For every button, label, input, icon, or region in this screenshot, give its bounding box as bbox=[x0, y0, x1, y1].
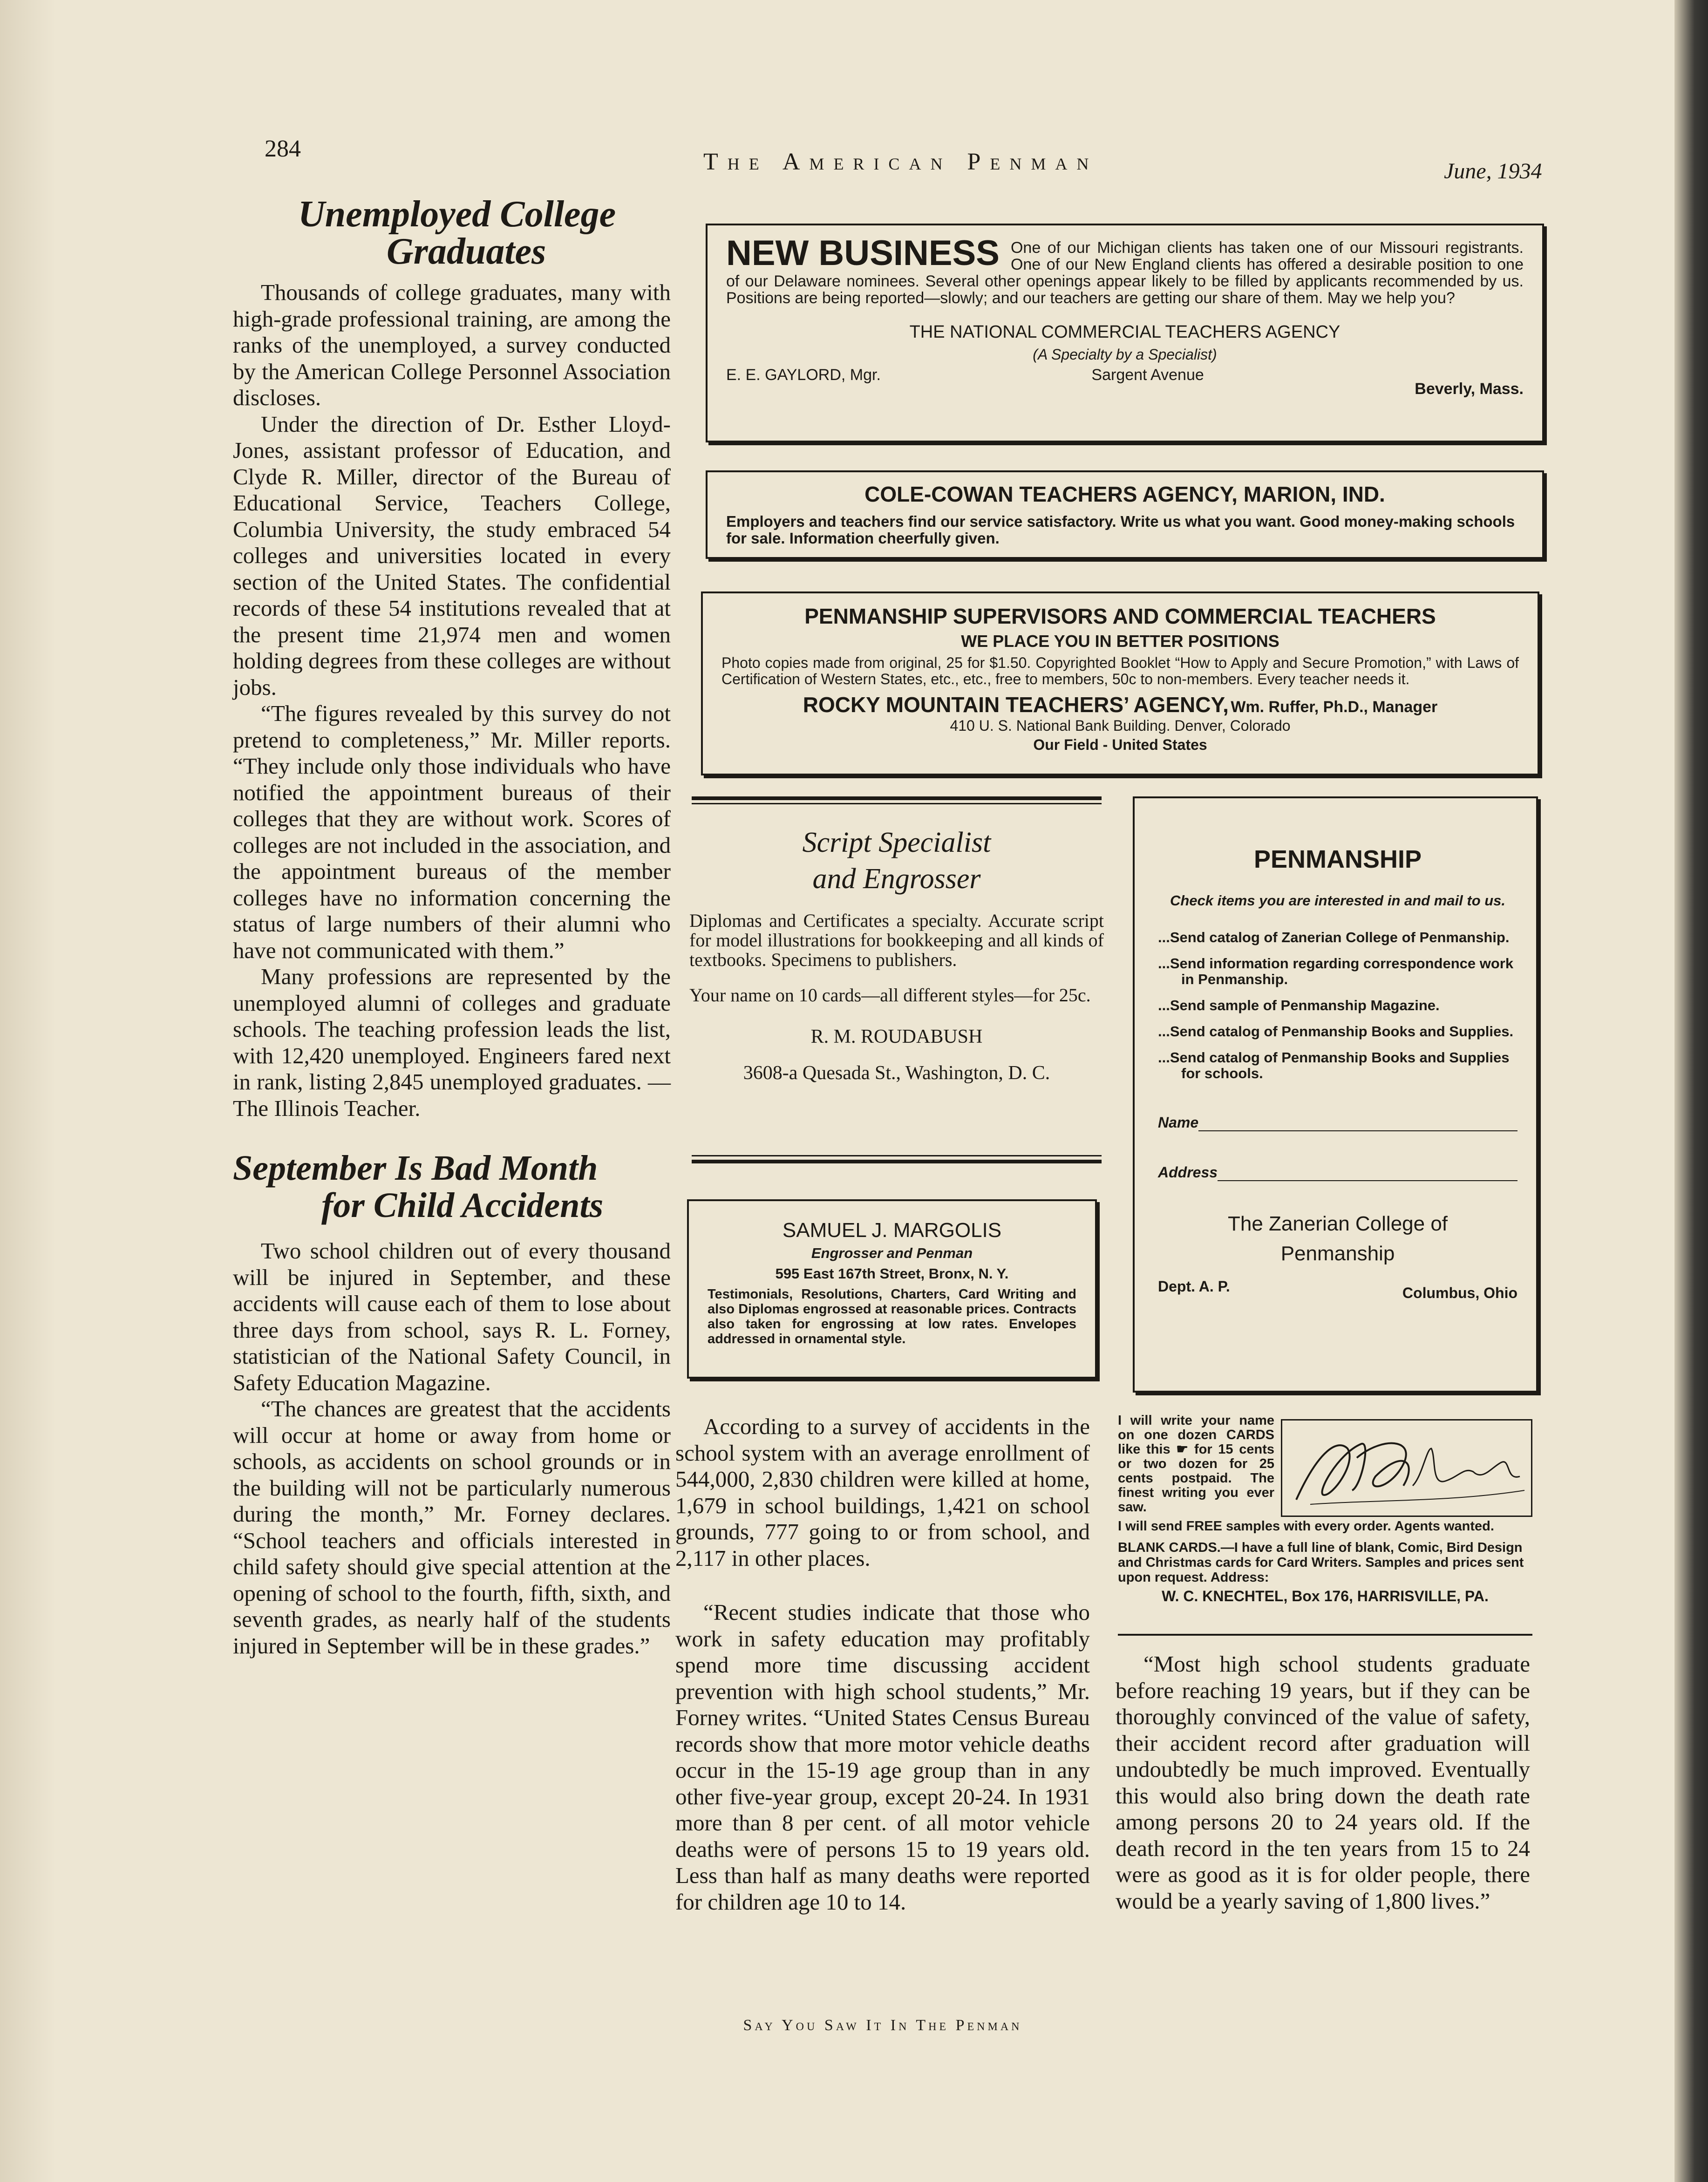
ad-address: W. C. KNECHTEL, Box 176, HARRISVILLE, PA. bbox=[1162, 1588, 1489, 1604]
article-title-line2: for Child Accidents bbox=[321, 1186, 604, 1225]
ad-text: I will write your name on one dozen CARDS like this ☛ for 15 cents or two dozen for 25 cents postpaid. The finest writing you ever saw. bbox=[1118, 1413, 1274, 1515]
ad-rule-bottom bbox=[692, 1155, 1102, 1156]
issue-date: June, 1934 bbox=[1444, 159, 1542, 184]
ad-text: Photo copies made from original, 25 for $1.50. Copyrighted Booklet “How to Apply and Secure Promotion,” with Laws of Certification of Western States, etc., etc., free to members, 50c to non-members. Every teacher needs it. bbox=[721, 654, 1519, 687]
ad-new-business bbox=[706, 224, 1544, 442]
scan-left-edge bbox=[0, 0, 56, 2182]
city: Columbus, Ohio bbox=[1402, 1285, 1517, 1301]
ad-text: Diplomas and Certificates a specialty. Accurate script for model illustrations for bookkeeping and all kinds of textbooks. Specimens to publishers. bbox=[689, 910, 1104, 970]
ad-city: Beverly, Mass. bbox=[1415, 380, 1524, 398]
paragraph: “Recent studies indicate that those who work in safety education may profitably spend more time discussing accident prevention with high school students,” Mr. Forney writes. “United States Census Bureau records show that more motor vehicle deaths occur in the 15-19 age group than in any other five-year group, except 20-24. In 1931 more than 8 per cent. of all motor vehicle deaths were of persons 15 to 19 years old. Less than half as many deaths were reported for children age 10 to 14. bbox=[675, 1599, 1090, 1915]
ad-title: Engrosser and Penman bbox=[811, 1245, 973, 1261]
paragraph: “The chances are greatest that the accidents will occur at home or away from home or schools, as accidents on school grounds or in the building will not be particularly numerous during the month,” Mr. Forney declares. “School teachers and officials interested in child safety should give special attention at the opening of school to the fourth, fifth, sixth, and seventh grades, as nearly half of the students injured in September will be in these grades.” bbox=[233, 1396, 671, 1659]
ad-roudabush bbox=[689, 824, 1104, 1084]
checklist-item[interactable]: ...Send catalog of Penmanship Books and Supplies for schools. bbox=[1158, 1049, 1510, 1081]
left-column bbox=[233, 196, 671, 1659]
ad-manager: E. E. GAYLORD, Mgr. bbox=[726, 366, 881, 384]
ad-cole-cowan bbox=[706, 470, 1544, 559]
name-field[interactable] bbox=[1198, 1117, 1517, 1131]
ad-address: 3608-a Quesada St., Washington, D. C. bbox=[743, 1062, 1050, 1084]
masthead: The American Penman bbox=[703, 149, 1098, 175]
checklist-item[interactable]: ...Send catalog of Penmanship Books and Supplies. bbox=[1158, 1023, 1514, 1040]
ad-rule-top-thin bbox=[692, 803, 1102, 804]
checklist-item[interactable]: ...Send catalog of Zanerian College of Penmanship. bbox=[1158, 929, 1510, 945]
ad-text: One of our Michigan clients has taken one of our Missouri registrants. One of our New England clients has offered a desirable position to one of our Delaware nominees. Several other openings appear likely to be filled by applicants recommended by us. Positions are being reported—slowly; and our teachers are getting our share of them. May we help you? bbox=[726, 239, 1524, 307]
ad-instructions: Check items you are interested in and mail to us. bbox=[1170, 892, 1506, 909]
ad-street: Sargent Avenue bbox=[1091, 366, 1204, 384]
paragraph: According to a survey of accidents in the school system with an average enrollment of 544,000, 2,830 children were killed at home, 1,679 in school buildings, 1,421 on school grounds, 777 going to or from school, and 2,117 in other places. bbox=[675, 1414, 1090, 1571]
article-title-line1: Unemployed College bbox=[298, 194, 616, 235]
ad-address: 410 U. S. National Bank Building. Denver, Colorado bbox=[950, 717, 1291, 734]
right-column bbox=[1116, 1651, 1530, 1914]
college-name-line2: Penmanship bbox=[1280, 1242, 1395, 1265]
ad-rule-bottom-thick bbox=[692, 1160, 1102, 1163]
ad-text: BLANK CARDS.—I have a full line of blank, Comic, Bird Design and Christmas cards for Card Writers. Samples and prices sent upon request. Address: bbox=[1118, 1540, 1524, 1585]
ad-rule-top bbox=[692, 796, 1102, 800]
address-label: Address bbox=[1158, 1164, 1218, 1181]
checklist-item[interactable]: ...Send sample of Penmanship Magazine. bbox=[1158, 997, 1440, 1013]
paragraph: Two school children out of every thousand will be injured in September, and these accidents will cause each of them to lose about three days from school, says R. L. Forney, statistician of the National Safety Council, in Safety Education Magazine. bbox=[233, 1238, 671, 1395]
ad-title-line2: and Engrosser bbox=[812, 863, 981, 895]
ad-knechtel bbox=[1118, 1414, 1532, 1605]
paragraph: Many professions are represented by the unemployed alumni of colleges and graduate schools. The teaching profession leads the list, with 12,420 unemployed. Engineers fared next in rank, listing 2,845 unemployed graduates. — The Illinois Teacher. bbox=[233, 964, 671, 1121]
ad-agency: ROCKY MOUNTAIN TEACHERS’ AGENCY, bbox=[803, 693, 1229, 717]
article-september bbox=[233, 1149, 671, 1659]
ad-address: 595 East 167th Street, Bronx, N. Y. bbox=[775, 1265, 1009, 1282]
college-name-line1: The Zanerian College of bbox=[1227, 1212, 1448, 1235]
article-unemployed bbox=[233, 196, 671, 1122]
ad-name: SAMUEL J. MARGOLIS bbox=[782, 1219, 1002, 1242]
article-title-line2: Graduates bbox=[387, 231, 546, 272]
checklist-item[interactable]: ...Send information regarding correspondence work in Penmanship. bbox=[1158, 955, 1514, 987]
article-title bbox=[233, 196, 671, 270]
ad-tagline: (A Specialty by a Specialist) bbox=[1033, 346, 1217, 363]
ad-headline: PENMANSHIP SUPERVISORS AND COMMERCIAL TEACHERS bbox=[804, 604, 1436, 628]
ad-agency: THE NATIONAL COMMERCIAL TEACHERS AGENCY bbox=[909, 322, 1341, 342]
signature-card bbox=[1281, 1419, 1532, 1517]
ad-margolis bbox=[687, 1199, 1097, 1379]
ad-title-line1: Script Specialist bbox=[802, 827, 991, 858]
signature-icon bbox=[1282, 1421, 1531, 1516]
ad-zanerian bbox=[1133, 796, 1538, 1393]
article-title bbox=[233, 1149, 671, 1224]
article-title-line1: September Is Bad Month bbox=[233, 1149, 598, 1188]
paragraph: “Most high school students graduate before reaching 19 years, but if they can be thoroughly convinced of the value of safety, their accident record after graduation will undoubtedly be much improved. Eventually this would also bring down the death rate among persons 20 to 24 years old. If the death record in the ten years from 15 to 24 were as good as it is for older people, there would be a yearly saving of 1,800 lives.” bbox=[1116, 1651, 1530, 1914]
address-field[interactable] bbox=[1218, 1167, 1517, 1181]
paragraph: Under the direction of Dr. Esther Lloyd-Jones, assistant professor of Education, and Clyde R. Miller, director of the Bureau of Educational Service, Teachers College, Columbia University, the study embraced 54 colleges and universities located in every section of the United States. The confidential records of these 54 institutions revealed that at the present time 21,974 men and women holding degrees from these colleges are without jobs. bbox=[233, 411, 671, 700]
footer-slogan: Say You Saw It In The Penman bbox=[743, 2017, 1022, 2034]
ad-subhead: WE PLACE YOU IN BETTER POSITIONS bbox=[961, 632, 1279, 651]
ad-text: Your name on 10 cards—all different styles—for 25c. bbox=[689, 985, 1091, 1006]
paragraph: “The figures revealed by this survey do not pretend to completeness,” Mr. Miller reports. “They include only those individuals who have notified the appointment bureaus of their colleges that they are without work. Scores of colleges are not included in the association, and the appointment bureaus of the member colleges have no information concerning the status of large numbers of their alumni who have not communicated with them.” bbox=[233, 700, 671, 963]
name-label: Name bbox=[1158, 1114, 1199, 1131]
paragraph: Thousands of college graduates, many with high-grade professional training, are among the ranks of the unemployed, a survey conducted by the American College Personnel Association discloses. bbox=[233, 279, 671, 410]
ad-rocky-mountain bbox=[701, 591, 1539, 775]
ad-field: Our Field - United States bbox=[1033, 736, 1207, 753]
ad-text: I will send FREE samples with every order. Agents wanted. bbox=[1118, 1519, 1494, 1534]
dept: Dept. A. P. bbox=[1158, 1278, 1230, 1295]
page-number: 284 bbox=[265, 136, 301, 162]
ad-text: Testimonials, Resolutions, Charters, Card Writing and also Diplomas engrossed at reasonable prices. Contracts also taken for engrossing at low rates. Envelopes addressed in ornamental style. bbox=[708, 1287, 1076, 1346]
ad-rule-knechtel bbox=[1118, 1634, 1532, 1636]
middle-column bbox=[675, 1414, 1090, 1915]
scan-right-edge bbox=[1674, 0, 1708, 2182]
ad-name: R. M. ROUDABUSH bbox=[810, 1026, 983, 1047]
ad-headline: NEW BUSINESS bbox=[726, 233, 1000, 273]
ad-headline: PENMANSHIP bbox=[1253, 845, 1422, 873]
ad-headline: COLE-COWAN TEACHERS AGENCY, MARION, IND. bbox=[864, 482, 1385, 506]
ad-manager: Wm. Ruffer, Ph.D., Manager bbox=[1231, 698, 1438, 716]
ad-text: Employers and teachers find our service satisfactory. Write us what you want. Good money-making schools for sale. Information cheerfully given. bbox=[726, 513, 1515, 547]
